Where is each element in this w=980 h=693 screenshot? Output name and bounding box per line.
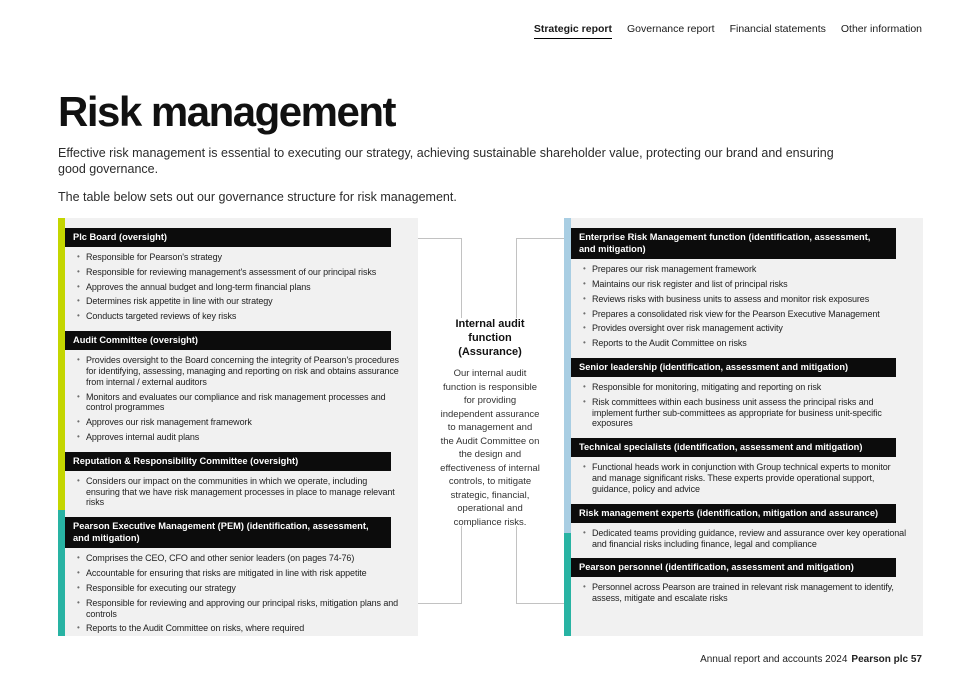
nav-other-information[interactable]: Other information: [840, 23, 922, 35]
governance-box-senior-leadership: [571, 358, 923, 438]
bullet-item: • Prepares our risk management framework: [583, 264, 907, 275]
right-panel: [571, 218, 923, 636]
governance-box-pearson-personnel: [571, 558, 923, 613]
bullet-item: • Responsible for Pearson's strategy: [77, 252, 402, 263]
bullet-item: • Accountable for ensuring that risks are mitigated in line with risk appetite: [77, 568, 402, 579]
nav-strategic-report[interactable]: Strategic report: [534, 23, 612, 39]
bullet-list: [571, 577, 923, 613]
bullet-item: • Risk committees within each business unit assess the principal risks and implement further sub-committees as appropriate for business unit-specific exposures: [583, 397, 907, 429]
bullet-item: • Conducts targeted reviews of key risks: [77, 311, 402, 322]
bullet-item: • Monitors and evaluates our compliance and risk management processes and control programmes: [77, 392, 402, 414]
box-header: Enterprise Risk Management function (identification, assessment, and mitigation): [571, 228, 896, 259]
box-header: Pearson Executive Management (PEM) (identification, assessment, and mitigation): [65, 517, 391, 548]
bullet-item: • Responsible for executing our strategy: [77, 583, 402, 594]
bullet-item: • Provides oversight over risk management activity: [583, 323, 907, 334]
section-nav: [534, 23, 922, 39]
connector-line-top-right: [516, 238, 564, 318]
bullet-item: • Provides oversight to the Board concerning the integrity of Pearson's procedures for identifying, assessing, managing and reporting on risk and obtains assurance from internal / external auditors: [77, 355, 402, 387]
intro-paragraph: Effective risk management is essential to executing our strategy, achieving sustainable shareholder value, protecting our brand and ensuring good governance.: [58, 146, 834, 176]
nav-governance-report[interactable]: Governance report: [627, 23, 715, 35]
bullet-item: • Approves internal audit plans: [77, 432, 402, 443]
bullet-list: [65, 247, 418, 331]
accent-segment-yellow: [58, 218, 65, 510]
bullet-item: • Determines risk appetite in line with our strategy: [77, 296, 402, 307]
bullet-item: • Responsible for monitoring, mitigating and reporting on risk: [583, 382, 907, 393]
bullet-list: [571, 377, 923, 438]
governance-box-risk-management-experts: [571, 504, 923, 559]
internal-audit-subheading: (Assurance): [458, 345, 522, 358]
box-header: Audit Committee (oversight): [65, 331, 391, 350]
governance-box-reputation-committee: [65, 452, 418, 517]
accent-bar-left: [58, 218, 65, 636]
bullet-item: • Considers our impact on the communities in which we operate, including ensuring that we have risk management processes in place to manage relevant risks: [77, 476, 402, 508]
page-footer: [700, 654, 922, 665]
footer-page-number: Pearson plc 57: [851, 654, 922, 665]
internal-audit-block: [440, 318, 540, 529]
bullet-list: [571, 523, 923, 559]
bullet-item: • Functional heads work in conjunction with Group technical experts to monitor and manage significant risks. These experts provide operational support, guidance, policy and advice: [583, 462, 907, 494]
governance-box-technical-specialists: [571, 438, 923, 503]
bullet-item: • Maintains our risk register and list of principal risks: [583, 279, 907, 290]
governance-box-pem: [65, 517, 418, 636]
bullet-list: [65, 471, 418, 517]
accent-bar-right: [564, 218, 571, 636]
oversight-column: [58, 218, 418, 636]
bullet-item: • Personnel across Pearson are trained in relevant risk management to identify, assess, mitigate and escalate risks: [583, 582, 907, 604]
accent-segment-teal: [58, 510, 65, 636]
accent-segment-blue: [564, 218, 571, 533]
box-header: Senior leadership (identification, assessment and mitigation): [571, 358, 896, 377]
identification-column: [564, 218, 923, 636]
connector-line-bottom-right: [516, 526, 564, 604]
footer-report-name: Annual report and accounts 2024: [700, 654, 848, 665]
accent-segment-teal: [564, 533, 571, 636]
connector-line-bottom-left: [418, 526, 462, 604]
bullet-item: • Reviews risks with business units to assess and monitor risk exposures: [583, 294, 907, 305]
bullet-list: [65, 548, 418, 636]
internal-audit-heading: Internal audit function: [455, 318, 525, 344]
internal-audit-description: Our internal audit function is responsible for providing independent assurance to management and the Audit Committee on the design and effectiveness of internal controls, to mitigate strategic, financial, operational and compliance risks.: [440, 368, 540, 528]
page-title: Risk management: [58, 88, 395, 135]
bullet-list: [571, 457, 923, 503]
nav-financial-statements[interactable]: Financial statements: [729, 23, 826, 35]
left-panel: [65, 218, 418, 636]
box-header: Plc Board (oversight): [65, 228, 391, 247]
bullet-item: • Approves our risk management framework: [77, 417, 402, 428]
governance-box-erm-function: [571, 228, 923, 358]
bullet-item: • Responsible for reviewing management's assessment of our principal risks: [77, 267, 402, 278]
governance-box-plc-board: [65, 228, 418, 331]
box-header: Reputation & Responsibility Committee (oversight): [65, 452, 391, 471]
bullet-item: • Comprises the CEO, CFO and other senior leaders (on pages 74-76): [77, 553, 402, 564]
table-caption: The table below sets out our governance structure for risk management.: [58, 190, 457, 204]
bullet-item: • Prepares a consolidated risk view for the Pearson Executive Management: [583, 309, 907, 320]
box-header: Technical specialists (identification, assessment and mitigation): [571, 438, 896, 457]
box-header: Pearson personnel (identification, assessment and mitigation): [571, 558, 896, 577]
bullet-item: • Reports to the Audit Committee on risks: [583, 338, 907, 349]
box-header: Risk management experts (identification, mitigation and assurance): [571, 504, 896, 523]
bullet-item: • Responsible for reviewing and approving our principal risks, mitigation plans and controls: [77, 598, 402, 620]
bullet-item: • Approves the annual budget and long-term financial plans: [77, 282, 402, 293]
governance-diagram: [58, 218, 923, 636]
bullet-item: • Reports to the Audit Committee on risks, where required: [77, 623, 402, 634]
bullet-item: • Dedicated teams providing guidance, review and assurance over key operational and financial risks including finance, legal and compliance: [583, 528, 907, 550]
connector-line-top-left: [418, 238, 462, 318]
governance-box-audit-committee: [65, 331, 418, 452]
bullet-list: [571, 259, 923, 358]
bullet-list: [65, 350, 418, 452]
